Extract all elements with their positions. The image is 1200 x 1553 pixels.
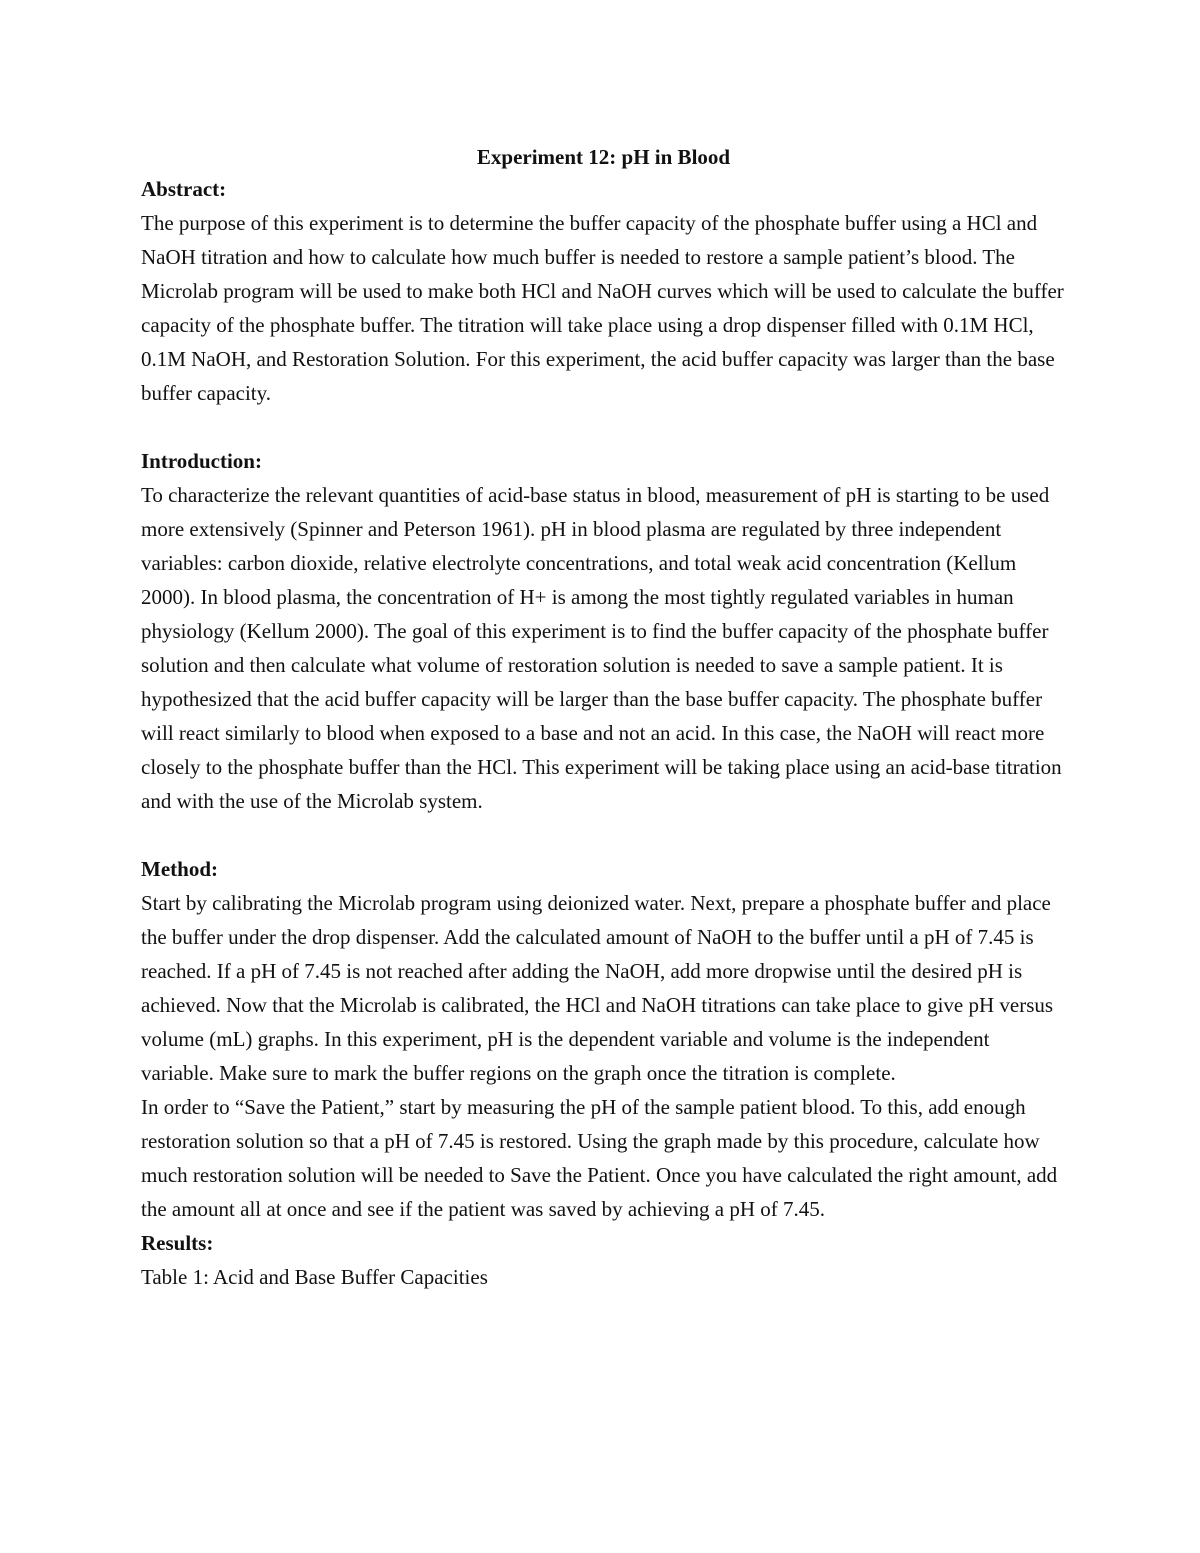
method-text-1: Start by calibrating the Microlab program using deionized water. Next, prepare a phosphate buffer and place the buffer under the drop dispenser. Add the calculated amount of NaOH to the buffer until a pH of 7.45 is reached. If a pH of 7.45 is not reached after adding the NaOH, add more dropwise until the desired pH is achieved. Now that the Microlab is calibrated, the HCl and NaOH titrations can take place to give pH versus volume (mL) graphs. In this experiment, pH is the dependent variable and volume is the independent variable. Make sure to mark the buffer regions on the graph once the titration is complete. — [141, 891, 1054, 1085]
document-title: Experiment 12: pH in Blood — [476, 145, 731, 169]
abstract-heading: Abstract: — [141, 177, 227, 201]
section-spacer — [141, 410, 1066, 444]
method-heading: Method: — [141, 857, 218, 881]
introduction-heading: Introduction: — [141, 449, 262, 473]
results-heading: Results: — [141, 1231, 214, 1255]
abstract-text: The purpose of this experiment is to determine the buffer capacity of the phosphate buffer using a HCl and NaOH titration and how to calculate how much buffer is needed to restore a sample patient’s blood. The Microlab program will be used to make both HCl and NaOH curves which will be used to calculate the buffer capacity of the phosphate buffer. The titration will take place using a drop dispenser filled with 0.1M HCl, 0.1M NaOH, and Restoration Solution. For this experiment, the acid buffer capacity was larger than the base buffer capacity. — [141, 211, 1064, 405]
table-caption: Table 1: Acid and Base Buffer Capacities — [141, 1265, 488, 1289]
method-text-2: In order to “Save the Patient,” start by measuring the pH of the sample patient blood. To this, add enough restoration solution so that a pH of 7.45 is restored. Using the graph made by this procedure, calculate how much restoration solution will be needed to Save the Patient. Once you have calculated the right amount, add the amount all at once and see if the patient was saved by achieving a pH of 7.45. — [141, 1095, 1058, 1221]
introduction-text: To characterize the relevant quantities of acid-base status in blood, measurement of pH is starting to be used more extensively (Spinner and Peterson 1961). pH in blood plasma are regulated by three independent variables: carbon dioxide, relative electrolyte concentrations, and total weak acid concentration (Kellum 2000). In blood plasma, the concentration of H+ is among the most tightly regulated variables in human physiology (Kellum 2000). The goal of this experiment is to find the buffer capacity of the phosphate buffer solution and then calculate what volume of restoration solution is needed to save a sample patient. It is hypothesized that the acid buffer capacity will be larger than the base buffer capacity. The phosphate buffer will react similarly to blood when exposed to a base and not an acid. In this case, the NaOH will react more closely to the phosphate buffer than the HCl. This experiment will be taking place using an acid-base titration and with the use of the Microlab system. — [141, 483, 1062, 813]
section-spacer — [141, 818, 1066, 852]
document-body — [141, 142, 1066, 1294]
